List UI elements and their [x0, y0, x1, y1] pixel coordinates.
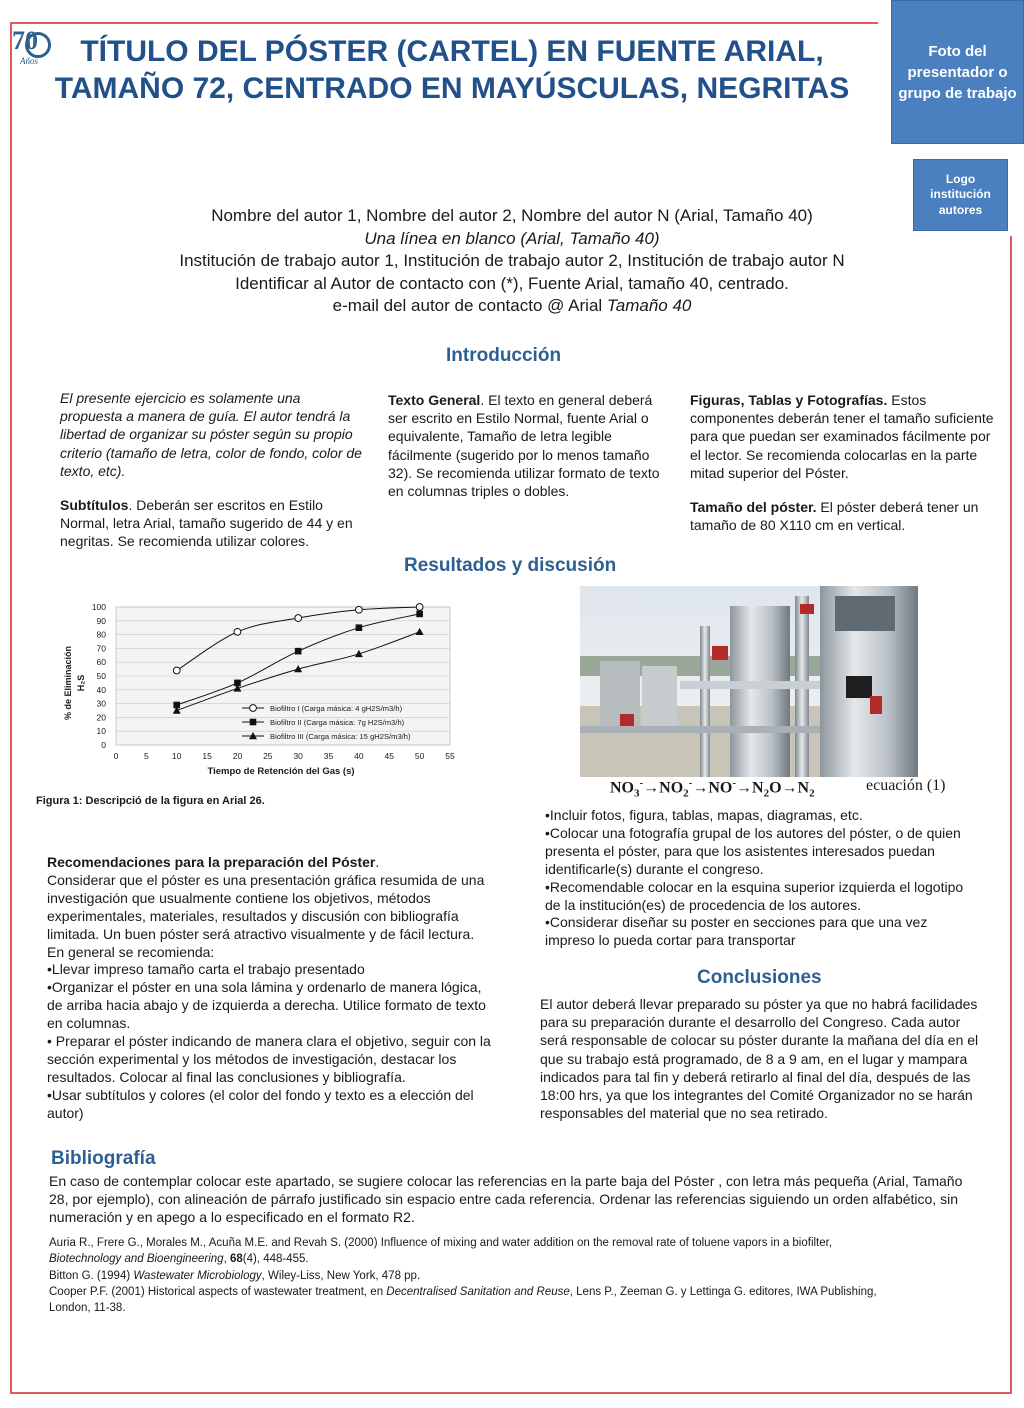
bibliografia-heading: Bibliografía — [51, 1148, 156, 1169]
series-1-point — [234, 628, 241, 635]
photo-valve-5 — [870, 696, 882, 714]
y-tick-label: 30 — [96, 698, 106, 709]
subtitles-text: . Deberán ser escritos en Estilo Normal, letra Arial, tamaño sugerido de 44 y en negritas. Se recomienda utilizar colores. — [60, 496, 353, 550]
list-item: •Usar subtítulos y colores (el color del fondo y texto es a elección del autor) — [47, 1086, 474, 1121]
recommendations-general: En general se recomienda: — [47, 943, 215, 960]
poster-title: TÍTULO DEL PÓSTER (CARTEL) EN FUENTE ARIAL, TAMAÑO 72, CENTRADO EN MAYÚSCULAS, NEGRITAS — [54, 35, 850, 105]
author-names: Nombre del autor 1, Nombre del autor 2, Nombre del autor N (Arial, Tamaño 40) — [211, 206, 813, 225]
chart-y-axis-label: % de Eliminación — [63, 645, 73, 721]
reference-item — [49, 1268, 889, 1284]
figures-bullet-list — [541, 807, 981, 950]
x-tick-label: 50 — [414, 751, 425, 761]
intro-column-3 — [690, 391, 995, 550]
ref-3-book: Decentralised Sanitation and Reuse — [386, 1285, 570, 1298]
legend-label: Biofiltro II (Carga másica: 7g H2S/m3/h) — [270, 718, 405, 727]
poster-border-bottom — [10, 1392, 1012, 1394]
recommendations-intro: Considerar que el póster es una presentación gráfica resumida de una investigación que usualmente contiene los objetivos, métodos experimentales, materiales, resultados y discusión con bibliografía limitada. Un buen póster será atractivo visualmente y de fácil lectura. — [47, 871, 485, 942]
figure-caption: Figura 1: Descripció de la figura en Arial 26. — [36, 795, 265, 807]
series-1-point — [416, 604, 423, 611]
series-2-point — [356, 624, 363, 631]
recommendations-block — [47, 854, 497, 1123]
introduccion-heading: Introducción — [446, 345, 562, 366]
ref-1-journal: Biotechnology and Bioengineering — [49, 1253, 224, 1266]
series-1-point — [295, 615, 302, 622]
x-tick-label: 5 — [143, 751, 149, 761]
institution-logo-placeholder: Logo institución autores — [913, 159, 1008, 231]
list-item: •Incluir fotos, figura, tablas, mapas, diagramas, etc. — [545, 807, 863, 823]
photo-pipe-horizontal — [680, 681, 820, 689]
x-tick-label: 15 — [202, 751, 212, 761]
list-item: •Recomendable colocar en la esquina superior izquierda el logotipo de la institución(es) de procedencia de los autores. — [545, 878, 964, 913]
poster-border-top — [10, 22, 878, 24]
treatment-plant-photo — [580, 586, 918, 777]
photo-tank-middle — [642, 666, 677, 726]
poster-size-label: Tamaño del póster. — [690, 498, 817, 515]
contact-author-note: Identificar al Autor de contacto con (*), Fuente Arial, tamaño 40, centrado. — [235, 273, 789, 293]
ref-1-sep: , — [223, 1253, 230, 1266]
photo-valve-4 — [620, 714, 634, 726]
poster-border-left — [10, 22, 12, 1394]
ref-2-publisher: , Wiley-Liss, New York, 478 pp. — [261, 1269, 421, 1282]
list-item: •Colocar una fotografía grupal de los autores del póster, o de quien presenta el póster, para que los asistentes interesados puedan identificarle(s) durante el congreso. — [545, 824, 961, 877]
photo-pipe-vertical-2 — [700, 626, 710, 777]
y-tick-label: 80 — [96, 629, 106, 640]
x-tick-label: 20 — [232, 751, 243, 761]
list-item: •Considerar diseñar su poster en secciones para que una vez impreso lo pueda cortar para transportar — [545, 914, 928, 949]
x-tick-label: 25 — [263, 751, 273, 761]
reference-item — [49, 1284, 889, 1317]
presenter-photo-placeholder: Foto del presentador o grupo de trabajo — [891, 0, 1024, 144]
reference-list — [49, 1235, 889, 1317]
chart-y-axis-label-sub: H₂S — [76, 674, 86, 692]
ref-2-book: Wastewater Microbiology — [133, 1269, 262, 1282]
series-1-point — [356, 606, 363, 613]
authors-block — [100, 205, 924, 318]
x-tick-label: 30 — [293, 751, 303, 761]
x-tick-label: 45 — [384, 751, 395, 761]
y-tick-label: 0 — [101, 740, 106, 750]
subtitles-label: Subtítulos — [60, 496, 129, 513]
ref-3-authors: Cooper P.F. (2001) Historical aspects of wastewater treatment, en — [49, 1285, 387, 1298]
recommendations-heading-text: Recomendaciones para la preparación del Póster — [47, 854, 376, 870]
y-tick-label: 50 — [96, 671, 106, 681]
reference-item — [49, 1235, 889, 1268]
list-item: •Llevar impreso tamaño carta el trabajo presentado — [47, 961, 365, 978]
conclusiones-heading: Conclusiones — [697, 967, 822, 988]
photo-valve — [846, 676, 872, 698]
legend-marker — [250, 705, 257, 712]
reaction-equation: $NO_3^-\to NO_2^-\to NO^-\to N_2O\to N_2$ — [610, 777, 815, 800]
y-tick-label: 70 — [96, 643, 106, 654]
photo-valve-3 — [800, 604, 814, 614]
removal-efficiency-chart — [58, 597, 464, 777]
series-1-point — [173, 667, 180, 674]
ref-2-authors: Bitton G. (1994) — [49, 1269, 134, 1282]
photo-window — [835, 596, 895, 631]
photo-pipe-horizontal-2 — [580, 726, 820, 733]
legend-marker — [250, 719, 257, 726]
figures-label: Figuras, Tablas y Fotografías. — [690, 392, 888, 408]
resultados-heading: Resultados y discusión — [404, 555, 617, 576]
figures-paragraph — [690, 391, 995, 482]
bibliography-intro: En caso de contemplar colocar este apartado, se sugiere colocar las referencias en la parte baja del Póster , con letra más pequeña (Arial, Tamaño 28, por ejemplo), con alineación de párrafo justificado sin espacio entre cada referencia. Ordenar las referencias siguiendo un orden alfabético, sin numeración y en apego a lo especificado en el formato R2. — [49, 1173, 963, 1226]
general-text-paragraph — [388, 391, 668, 500]
ref-3-publisher: , Lens P., Zeeman G. y Lettinga G. editores, IWA Publishing, London, 11-38. — [49, 1285, 877, 1315]
intro-guide-text: El presente ejercicio es solamente una propuesta a manera de guía. El autor tendrá la libertad de organizar su póster según su propio criterio (tamaño de letra, color de fondo, color de texto, etc). — [60, 390, 362, 479]
contact-email-line — [100, 295, 924, 318]
legend-label: Biofiltro I (Carga másica: 4 gH2S/m3/h) — [270, 704, 403, 713]
logo-subtitle: Años — [20, 56, 38, 66]
y-tick-label: 100 — [91, 602, 106, 612]
y-tick-label: 40 — [96, 684, 106, 695]
series-2-point — [295, 648, 302, 655]
logo-number: 70 — [12, 26, 38, 55]
intro-column-2 — [388, 391, 668, 516]
y-tick-label: 90 — [96, 615, 106, 626]
general-text-body: . El texto en general deberá ser escrito en Estilo Normal, fuente Arial o equivalente, Tamaño de letra legible fácilmente (sugerido por lo menos tamaño 32). Se recomienda utilizar formato de texto en columnas triples o dobles. — [388, 392, 660, 499]
recommendations-heading-dot: . — [375, 854, 380, 870]
ref-1-volume: 68 — [229, 1253, 243, 1266]
legend-label: Biofiltro III (Carga másica: 15 gH2S/m3/h) — [270, 732, 411, 741]
poster-size-paragraph — [690, 498, 995, 534]
recommendations-heading — [47, 854, 497, 872]
poster-border-right — [1010, 236, 1012, 1394]
general-text-label: Texto General — [388, 392, 481, 408]
contact-email-size: Tamaño 40 — [606, 296, 692, 316]
blank-line-note: Una línea en blanco (Arial, Tamaño 40) — [364, 228, 660, 248]
intro-column-1 — [60, 389, 365, 567]
poster-size-text: El póster deberá tener un tamaño de 80 X110 cm en vertical. — [690, 498, 979, 534]
equation-label: ecuación (1) — [866, 777, 946, 794]
chart-x-axis-label: Tiempo de Retención del Gas (s) — [207, 766, 355, 777]
figures-text: Estos componentes deberán tener el tamaño suficiente para que puedan ser examinados fácilmente por el lector. Se recomienda colocarlas en la parte mitad superior del Póster. — [690, 392, 994, 481]
list-item: • Preparar el póster indicando de manera clara el objetivo, seguir con la sección experimental y los métodos de investigación, destacar los resultados. Colocar al final las conclusiones y bibliografía. — [47, 1033, 491, 1085]
x-tick-label: 55 — [445, 751, 455, 761]
subtitles-paragraph — [60, 496, 365, 551]
series-2-point — [416, 611, 423, 618]
y-tick-label: 20 — [96, 712, 106, 723]
ref-1-authors: Auria R., Frere G., Morales M., Acuña M.E. and Revah S. (2000) Influence of mixing and water addition on the removal rate of toluene vapors in a biofilter, — [49, 1237, 833, 1249]
x-tick-label: 10 — [171, 751, 182, 761]
ref-1-pages: (4), 448-455. — [242, 1253, 309, 1266]
author-institutions: Institución de trabajo autor 1, Institución de trabajo autor 2, Institución de trabajo autor N — [179, 251, 845, 271]
photo-tank-main-2 — [730, 606, 790, 777]
photo-valve-2 — [712, 646, 728, 660]
x-tick-label: 35 — [323, 751, 334, 761]
x-tick-label: 0 — [113, 751, 119, 761]
y-tick-label: 10 — [96, 726, 106, 737]
x-tick-label: 40 — [354, 751, 364, 761]
list-item: •Organizar el póster en una sola lámina y ordenarlo de manera lógica, de arriba hacia abajo y de izquierda a derecha. Utilice formato de texto en columnas. — [47, 979, 486, 1032]
y-tick-label: 60 — [96, 657, 106, 668]
conclusions-text: El autor deberá llevar preparado su póster ya que no habrá facilidades para su preparación durante el desarrollo del Congreso. Cada autor será responsable de colocar su póster durante la mañana del día en el que su trabajo está programado, de 8 a 9 am, en el lugar y mampara indicados para tal fin y deberá retirarlo al final del día, después de las 18:00 hrs, ya que los integrantes del Comité Organizador no se harán responsables del material que no sea retirado. — [540, 996, 979, 1122]
contact-email: e-mail del autor de contacto @ Arial — [332, 296, 607, 316]
